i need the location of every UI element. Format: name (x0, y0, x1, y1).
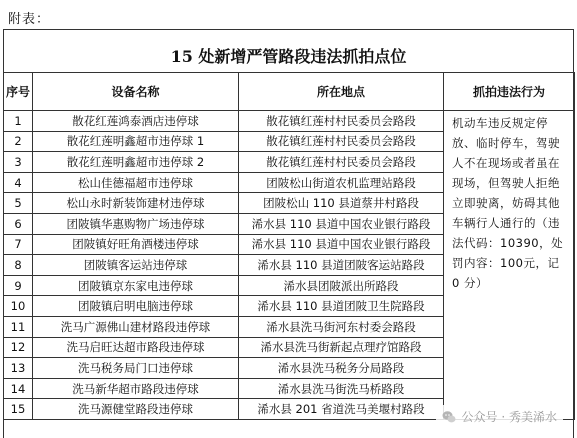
device-name-cell: 团陂镇好旺角酒楼违停球 (33, 234, 239, 255)
header-no: 序号 (4, 73, 33, 111)
device-name-cell: 散花红莲鸿泰酒店违停球 (33, 111, 239, 132)
row-number: 7 (4, 234, 33, 255)
location-cell: 浠水县团陂派出所路段 (239, 275, 444, 296)
header-location: 所在地点 (239, 73, 444, 111)
device-name-cell: 洗马启旺达超市路段违停球 (33, 337, 239, 358)
table-title: 15 处新增严管路段违法抓拍点位 (170, 47, 407, 66)
watermark (436, 405, 563, 428)
location-cell: 团陂松山 110 县道蔡井村路段 (239, 193, 444, 214)
location-cell: 浠水县 110 县道团陂客运站路段 (239, 255, 444, 276)
attachment-label: 附表： (8, 12, 51, 27)
header-device: 设备名称 (33, 73, 239, 111)
location-cell: 浠水县洗马街新起点理疗馆路段 (239, 337, 444, 358)
row-number: 14 (4, 378, 33, 399)
row-number: 12 (4, 337, 33, 358)
table-body (4, 111, 575, 420)
device-name-cell: 团陂镇客运站违停球 (33, 255, 239, 276)
device-name-cell: 团陂镇华惠购物广场违停球 (33, 213, 239, 234)
location-cell: 浠水县洗马街河东村委会路段 (239, 316, 444, 337)
location-cell: 浠水县洗马街洗马桥路段 (239, 378, 444, 399)
device-name-cell: 洗马税务局门口违停球 (33, 358, 239, 379)
watermark-text: 公众号 · 秀美浠水 (461, 410, 557, 424)
row-number: 4 (4, 172, 33, 193)
row-number: 13 (4, 358, 33, 379)
row-number: 10 (4, 296, 33, 317)
table-row (4, 111, 575, 132)
violation-action-cell: 机动车违反规定停放、临时停车，驾驶人不在现场或者虽在现场，但驾驶人拒绝立即驶离，妨碍其他车辆行人通行的（违法代码：10390，处罚内容：100元，记 0 分） (444, 111, 575, 420)
row-number: 1 (4, 111, 33, 132)
location-cell: 浠水县洗马税务分局路段 (239, 358, 444, 379)
device-name-cell: 洗马源健堂路段违停球 (33, 399, 239, 420)
location-cell: 团陂松山街道农机监理站路段 (239, 172, 444, 193)
location-cell: 浠水县 110 县道团陂卫生院路段 (239, 296, 444, 317)
location-cell: 散花镇红莲村村民委员会路段 (239, 111, 444, 132)
violation-points-table (3, 72, 575, 420)
row-number: 5 (4, 193, 33, 214)
device-name-cell: 洗马广源佛山建材路段违停球 (33, 316, 239, 337)
row-number: 6 (4, 213, 33, 234)
row-number: 3 (4, 152, 33, 173)
row-number: 2 (4, 131, 33, 152)
location-cell: 浠水县 201 省道洗马美堰村路段 (239, 399, 444, 420)
location-cell: 散花镇红莲村村民委员会路段 (239, 131, 444, 152)
location-cell: 浠水县 110 县道中国农业银行路段 (239, 213, 444, 234)
header-action: 抓拍违法行为 (444, 73, 575, 111)
wechat-icon (442, 410, 456, 424)
device-name-cell: 散花红莲明鑫超市违停球 1 (33, 131, 239, 152)
device-name-cell: 团陂镇京东家电违停球 (33, 275, 239, 296)
device-name-cell: 散花红莲明鑫超市违停球 2 (33, 152, 239, 173)
location-cell: 散花镇红莲村村民委员会路段 (239, 152, 444, 173)
row-number: 8 (4, 255, 33, 276)
row-number: 9 (4, 275, 33, 296)
device-name-cell: 团陂镇启明电脑违停球 (33, 296, 239, 317)
device-name-cell: 松山佳德福超市违停球 (33, 172, 239, 193)
row-number: 11 (4, 316, 33, 337)
table-header-row (4, 73, 575, 111)
location-cell: 浠水县 110 县道中国农业银行路段 (239, 234, 444, 255)
device-name-cell: 松山永时新装饰建材违停球 (33, 193, 239, 214)
device-name-cell: 洗马新华超市路段违停球 (33, 378, 239, 399)
row-number: 15 (4, 399, 33, 420)
